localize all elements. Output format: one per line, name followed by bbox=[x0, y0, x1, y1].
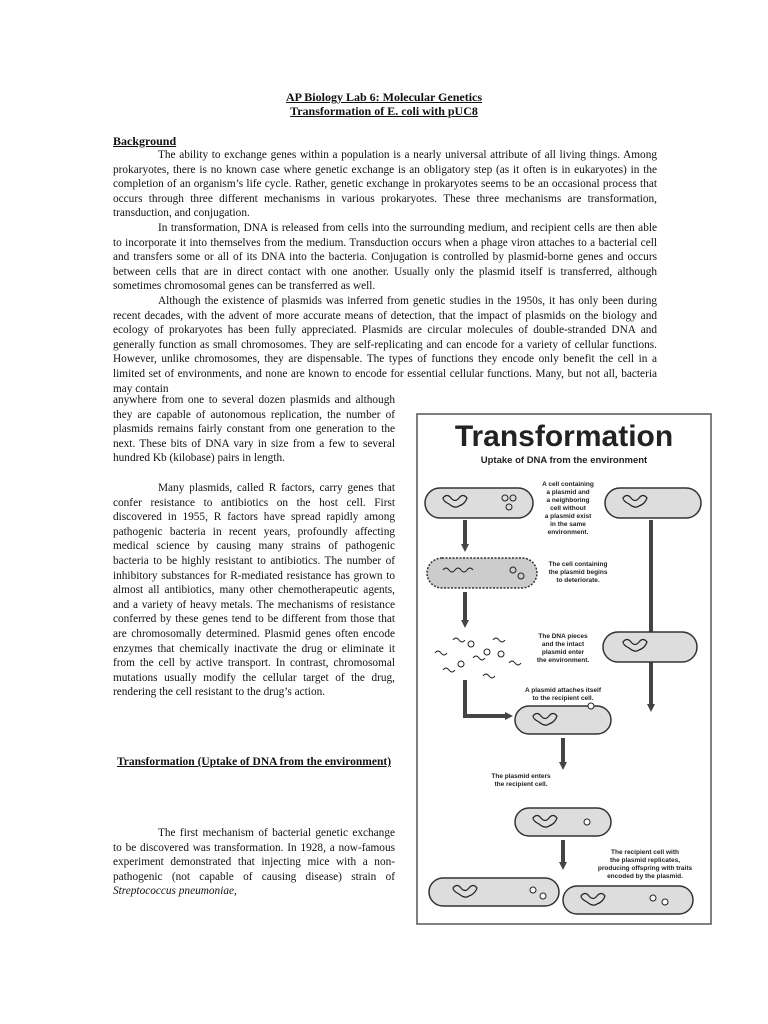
caption-2 bbox=[549, 561, 608, 584]
caption-1-line: A cell containing bbox=[542, 481, 594, 488]
caption-6-line: the plasmid replicates, bbox=[609, 857, 681, 864]
background-heading: Background bbox=[113, 134, 177, 148]
species-name: Streptococcus pneumoniae bbox=[113, 885, 234, 898]
doc-title-line1: AP Biology Lab 6: Molecular Genetics bbox=[285, 90, 483, 104]
caption-2-line: the plasmid begins bbox=[548, 569, 608, 576]
plasmid-icon bbox=[540, 893, 546, 899]
caption-5-line: the recipient cell. bbox=[494, 781, 548, 788]
caption-1-line: cell without bbox=[550, 505, 586, 512]
caption-6-line: producing offspring with traits bbox=[597, 865, 693, 872]
caption-4-line: A plasmid attaches itself bbox=[525, 687, 601, 694]
cell-plasmid-inside bbox=[515, 808, 611, 836]
caption-6-line: encoded by the plasmid. bbox=[607, 873, 683, 880]
caption-4-line: to the recipient cell. bbox=[532, 695, 594, 702]
plasmid-icon bbox=[584, 819, 590, 825]
caption-6 bbox=[598, 849, 693, 880]
paragraph-5-end: , bbox=[234, 885, 237, 898]
caption-6-line: The recipient cell with bbox=[611, 849, 679, 856]
donor-cell bbox=[425, 488, 533, 518]
caption-2-line: The cell containing bbox=[548, 561, 608, 568]
caption-2-line: to deteriorate. bbox=[556, 577, 600, 584]
paragraph-3-continued: anywhere from one to several dozen plasmids and although they are capable of autonomous replication, the number of plasmids remains fairly constant from one generation to the next. These bits of DNA vary in size from a few to several hundred Kb (kilobase) pairs in length. bbox=[113, 394, 395, 465]
plasmid-icon bbox=[530, 887, 536, 893]
paragraph-3: Although the existence of plasmids was inferred from genetic studies in the 1950s, it has only been during recent decades, with the advent of more accurate means of detection, that the impact of plasmids on the biology and ecology of prokaryotes has been fully appreciated. Plasmids are circular molecules of double-stranded DNA and generally function as small chromosomes. They are self-replicating and can encode for a variety of cellular functions. However, unlike chromosomes, they are dispensable. The types of functions they encode only benefit the cell in a limited set of environments, and none are known to encode for essential cellular functions. Many, but not all, bacteria may contain bbox=[113, 294, 657, 395]
r-factors-text bbox=[113, 481, 395, 700]
intro-text bbox=[113, 148, 657, 396]
paragraph-1: The ability to exchange genes within a population is a nearly universal attribute of all living things. Among prokaryotes, there is no known case where genetic exchange is an obligatory step (as it often is in eukaryotes) in the completion of an organism’s life cycle. Rather, genetic exchange in prokaryotes seems to be an occasional process that occurs through three different mechanisms in various prokaryotes. These three mechanisms are transformation, transduction, and conjugation. bbox=[113, 149, 657, 220]
paragraph-5 bbox=[113, 826, 395, 899]
paragraph-5-text: The first mechanism of bacterial genetic exchange to be discovered was transformation. In 1928, a now-famous experiment demonstrated that injecting mice with a non-pathogenic (not capable of causing disease) strain of bbox=[113, 827, 395, 883]
plasmid-icon bbox=[662, 899, 668, 905]
caption-5 bbox=[491, 773, 551, 788]
caption-4 bbox=[525, 687, 602, 702]
paragraph-4: Many plasmids, called R factors, carry genes that confer resistance to antibiotics on the host cell. First discovered in 1955, R factors have spread rapidly among pathogenic bacteria in recent years, profoundly affecting medical science by causing many strains of pathogenic bacteria to be highly resistant to antibiotics. The number of inhibitory substances for R-mediated resistance has grown to almost all antibiotics, many other chemotherapeutic agents, and a variety of heavy metals. The mechanisms of resistance conferred by these genes tend to be different from those that are chromosomally determined. Plasmid genes often encode enzymes that chemically inactivate the drug or eliminate it from the cell by active transport. In contrast, chromosomal mutations usually modify the cellular target of the drug, rendering the cell resistant to the drug’s action. bbox=[113, 482, 395, 699]
caption-1-line: in the same bbox=[550, 521, 586, 528]
caption-3-line: The DNA pieces bbox=[538, 633, 588, 640]
caption-3-line: the environment. bbox=[536, 657, 590, 664]
transformation-figure bbox=[413, 408, 715, 928]
caption-3 bbox=[537, 633, 590, 664]
deteriorating-cell bbox=[427, 558, 537, 588]
paragraph-2: In transformation, DNA is released from cells into the surrounding medium, and recipient cells are then able to incorporate it into themselves from the medium. Transduction occurs when a phage viron attaches to a bacterial cell and transfers some or all of its DNA into the bacteria. Conjugation is controlled by plasmid-borne genes and occurs between cells that are in direct contact with one another. Usually only the plasmid itself is transferred, although sometimes chromosomal genes can be transferred as well. bbox=[113, 221, 657, 293]
caption-3-line: plasmid enter bbox=[541, 649, 585, 656]
transformation-section-heading: Transformation (Uptake of DNA from the environment) bbox=[116, 756, 392, 768]
caption-3-line: and the intact bbox=[541, 641, 585, 648]
plasmid-icon bbox=[588, 703, 594, 709]
figure-title: Transformation bbox=[454, 420, 674, 453]
doc-title-line2: Transformation of E. coli with pUC8 bbox=[290, 104, 478, 118]
caption-1-line: a neighboring bbox=[546, 497, 590, 504]
caption-5-line: The plasmid enters bbox=[491, 773, 551, 780]
plasmid-icon bbox=[650, 895, 656, 901]
figure-subtitle: Uptake of DNA from the environment bbox=[480, 455, 648, 466]
caption-1-line: environment. bbox=[547, 529, 589, 536]
recipient-cell-waiting bbox=[603, 632, 697, 662]
cell-plasmid-attached bbox=[515, 703, 611, 734]
caption-1-line: a plasmid and bbox=[546, 489, 590, 496]
transformation-diagram bbox=[413, 408, 715, 928]
caption-1-line: a plasmid exist bbox=[544, 513, 592, 520]
transformation-text bbox=[113, 826, 395, 899]
recipient-cell bbox=[605, 488, 701, 518]
